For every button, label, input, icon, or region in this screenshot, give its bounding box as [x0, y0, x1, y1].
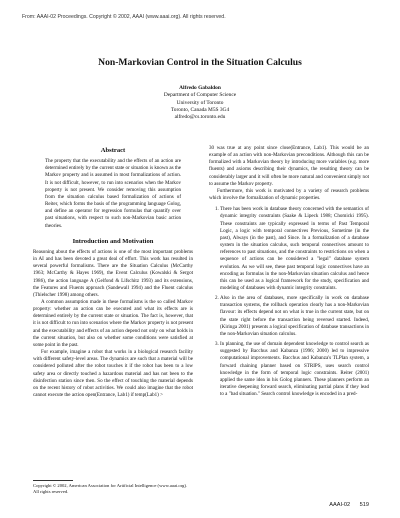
list-item: 1. There has been work in database theory concerned with the semantics of dynamic integrity constraints (Saake & Lipeck 1988; Chomicki 1995). These constraints are typically expressed in terms of Past Temporal Logic, a logic with temporal connectives Previous, Sometime (in the past), Always (in the past), and Since. In a formalization of a database system in the situation calculus, such temporal connectives amount to references to past situations, and the constraints to restrictions on when a sequence of actions can be considered a "legal" database system evolution. As we will see, these past temporal logic connectives have an encoding as formulas in the non-Markovian situation calculus and hence this can be used as a logical framework for the study, specification and modeling of databases with dynamic integrity constraints. [220, 206, 369, 292]
abstract-heading: Abstract [100, 147, 126, 154]
motivation-list [209, 206, 369, 398]
body-paragraph: 30 was true at any point since close(Entrance, Lab1). This would be an example of an action with non-Markovian preconditions. Although this can be formalized with a Markovian theory by introducing more variables (e.g. more fluents) and axioms describing their dynamics, the resulting theory can be considerably larger and it will often be more natural and convenient simply not to assume the Markov property. [209, 145, 369, 187]
page-number: 519 [359, 502, 369, 508]
intro-section [33, 238, 193, 399]
page-footer [321, 502, 369, 508]
list-item: 3. In planning, the use of domain dependent knowledge to control search as suggested by Bacchus and Kabanza (1996; 2000) led to impressive computational improvements. Bacchus and Kabanza's TLPlan system, a forward chaining planner based on STRIPS, uses search control knowledge in the form of temporal logic constraints. Reiter (2001) applied the same idea in his Golog planners. These planners perform an iterative deepening forward search, eliminating partial plans if they lead to a "bad situation." Search control knowledge is encoded in a pred- [220, 341, 369, 398]
intro-paragraph: A common assumption made in these formalisms is the so called Markov property: whether an action can be executed and what its effects are is determined entirely by the current state or situation. The fact is, however, that it is not difficult to run into scenarios where the Markov property is not present and the executability and effects of an action depend not only on what holds in the current situation, but also on whether some conditions were satisfied at some point in the past. [33, 298, 193, 348]
intro-heading: Introduction and Motivation [72, 237, 154, 245]
abstract [33, 147, 193, 230]
copyright-footnote: Copyright © 2002, American Association for Artificial Intelligence (www.aaai.org). All rights reserved. [33, 483, 188, 494]
author-block [0, 85, 400, 121]
paper-title: Non-Markovian Control in the Situation Calculus [98, 57, 302, 68]
author-university: University of Toronto [176, 99, 224, 106]
intro-paragraph: For example, imagine a robot that works in a biological research facility with different safety-level areas. The dynamics are such that a material will be considered polluted after the robot touches it if the robot has been to a low safety area or directly touched a hazardous material and has not been to the disinfection station since then. So the effect of touching the material depends on the recent history of robot activities. We could also imagine that the robot cannot execute the action open(Entrance, Lab1) if temp(Lab1) > [33, 349, 193, 398]
venue-label: AAAI-02 [329, 502, 351, 508]
proceedings-header: From: AAAI-02 Proceedings. Copyright © 2002, AAAI (www.aaai.org). All rights reserved. [22, 14, 226, 20]
body-paragraph: Furthermore, this work is motivated by a variety of research problems which involve the formalization of dynamic properties. [209, 187, 369, 202]
left-column [33, 147, 193, 399]
author-city: Toronto, Canada M5S 3G4 [170, 106, 230, 113]
author-email: alfredo@cs.toronto.edu [174, 114, 226, 121]
right-column [209, 145, 369, 401]
intro-paragraph: Reasoning about the effects of actions is one of the most important problems in AI and has been devoted a great deal of effort. This work has resulted in several powerful formalisms. There are the Situation Calculus (McCarthy 1963; McCarthy & Hayes 1969), the Event Calculus (Kowalski & Sergot 1986), the action language A (Gelfond & Lifschitz 1993) and its extensions, the Features and Fluents approach (Sandewall 1994) and the Fluent calculus (Thielscher 1998) among others. [33, 248, 193, 298]
list-item: 2. Also in the area of databases, more specifically in work on database transaction systems, the rollback operation clearly has a non-Markovian flavour: its effects depend not on what is true in the current state, but on the state right before the transaction being reversed started. Indeed, (Kiringa 2001) presents a logical specification of database transactions in the non-Markovian situation calculus. [220, 295, 369, 338]
abstract-text: The property that the executability and the effects of an action are determined entirely by the current state or situation is known as the Markov property and is assumed in most formalizations of action. It is not difficult, however, to run into scenarios when the Markov property is not present. We consider removing this assumption from the situation calculus based formalization of actions of Reiter, which forms the basis of the programming language Golog, and define an operator for regression formulas that quantify over past situations, with respect to such non-Markovian basic action theories. [45, 158, 181, 229]
footnote-rule [33, 480, 73, 481]
author-department: Department of Computer Science [163, 92, 237, 99]
author-name: Alfredo Gabaldon [179, 85, 221, 91]
